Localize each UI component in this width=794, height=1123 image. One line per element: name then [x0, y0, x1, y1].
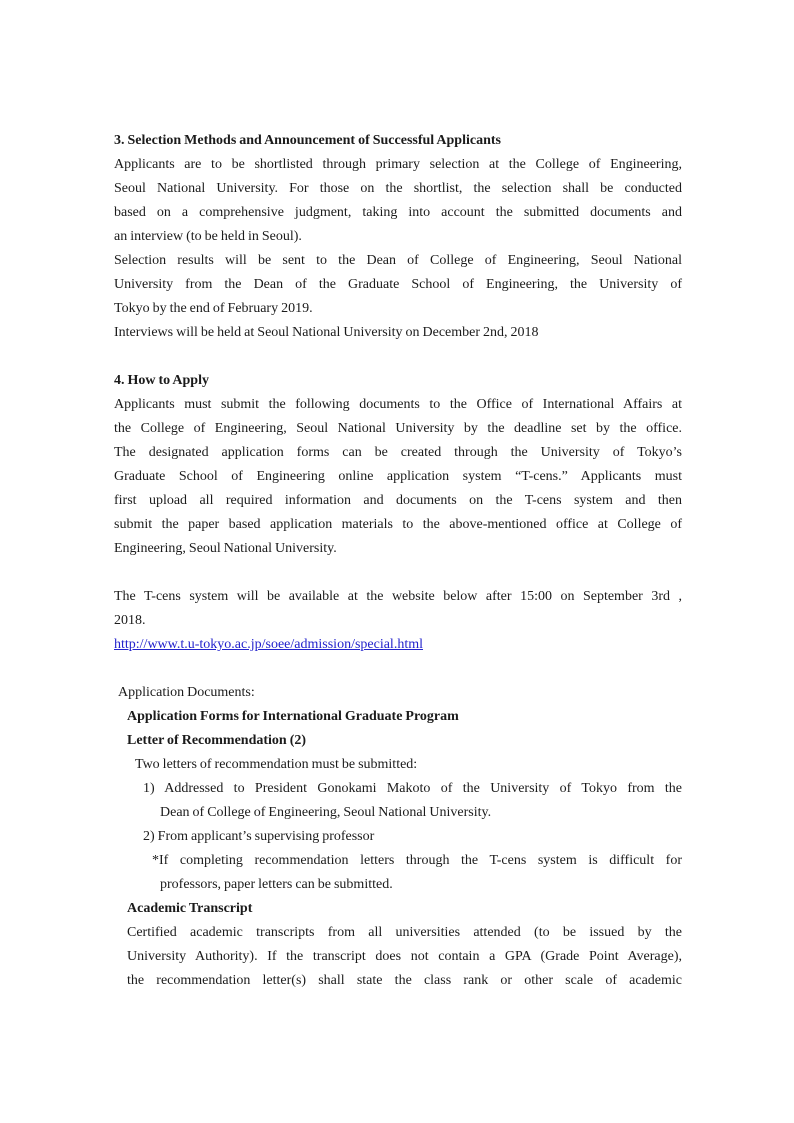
text-line: Interviews will be held at Seoul National University on December 2nd, 2018: [114, 325, 539, 340]
text-line: first upload all required information and documents on the T-cens system and then: [114, 493, 682, 508]
heading-line: 4. How to Apply: [114, 373, 209, 388]
tcens-admission-link[interactable]: http://www.t.u-tokyo.ac.jp/soee/admission/special.html: [114, 637, 423, 652]
text-line: professors, paper letters can be submitted.: [160, 877, 393, 892]
text-line: Selection results will be sent to the Dean of College of Engineering, Seoul National: [114, 253, 682, 268]
text-line: Graduate School of Engineering online application system “T-cens.” Applicants must: [114, 469, 682, 484]
text-line: [114, 633, 682, 657]
text-line: Seoul National University. For those on the shortlist, the selection shall be conducted: [114, 181, 682, 196]
text-line: The designated application forms can be created through the University of Tokyo’s: [114, 445, 682, 460]
blank-line: [114, 561, 682, 585]
heading-line: Application Forms for International Graduate Program: [127, 709, 459, 724]
text-line: Certified academic transcripts from all universities attended (to be issued by the: [127, 925, 682, 940]
text-line: an interview (to be held in Seoul).: [114, 229, 302, 244]
text-line: Two letters of recommendation must be submitted:: [135, 757, 418, 772]
text-line: University Authority). If the transcript does not contain a GPA (Grade Point Average),: [127, 949, 682, 964]
text-line: The T-cens system will be available at the website below after 15:00 on September 3rd ,: [114, 589, 682, 604]
text-line: 2) From applicant’s supervising professor: [143, 829, 375, 844]
heading-line: 3. Selection Methods and Announcement of Successful Applicants: [114, 133, 501, 148]
blank-line: [114, 345, 682, 369]
text-line: *If completing recommendation letters through the T-cens system is difficult for: [152, 853, 682, 868]
text-line: the recommendation letter(s) shall state the class rank or other scale of academic: [127, 973, 682, 988]
text-line: Applicants are to be shortlisted through primary selection at the College of Engineering,: [114, 157, 682, 172]
text-line: University from the Dean of the Graduate School of Engineering, the University of: [114, 277, 682, 292]
text-line: Dean of College of Engineering, Seoul National University.: [160, 805, 492, 820]
text-line: 1) Addressed to President Gonokami Makoto of the University of Tokyo from the: [143, 781, 682, 796]
heading-line: Academic Transcript: [127, 901, 253, 916]
document-text-block: [114, 129, 682, 993]
text-line: Applicants must submit the following documents to the Office of International Affairs at: [114, 397, 682, 412]
text-line: Engineering, Seoul National University.: [114, 541, 337, 556]
text-line: Application Documents:: [118, 685, 255, 700]
text-line: the College of Engineering, Seoul National University by the deadline set by the office.: [114, 421, 682, 436]
text-line: Tokyo by the end of February 2019.: [114, 301, 313, 316]
text-line: submit the paper based application materials to the above-mentioned office at College of: [114, 517, 682, 532]
text-line: based on a comprehensive judgment, taking into account the submitted documents and: [114, 205, 682, 220]
heading-line: Letter of Recommendation (2): [127, 733, 307, 748]
text-line: 2018.: [114, 613, 146, 628]
blank-line: [114, 657, 682, 681]
